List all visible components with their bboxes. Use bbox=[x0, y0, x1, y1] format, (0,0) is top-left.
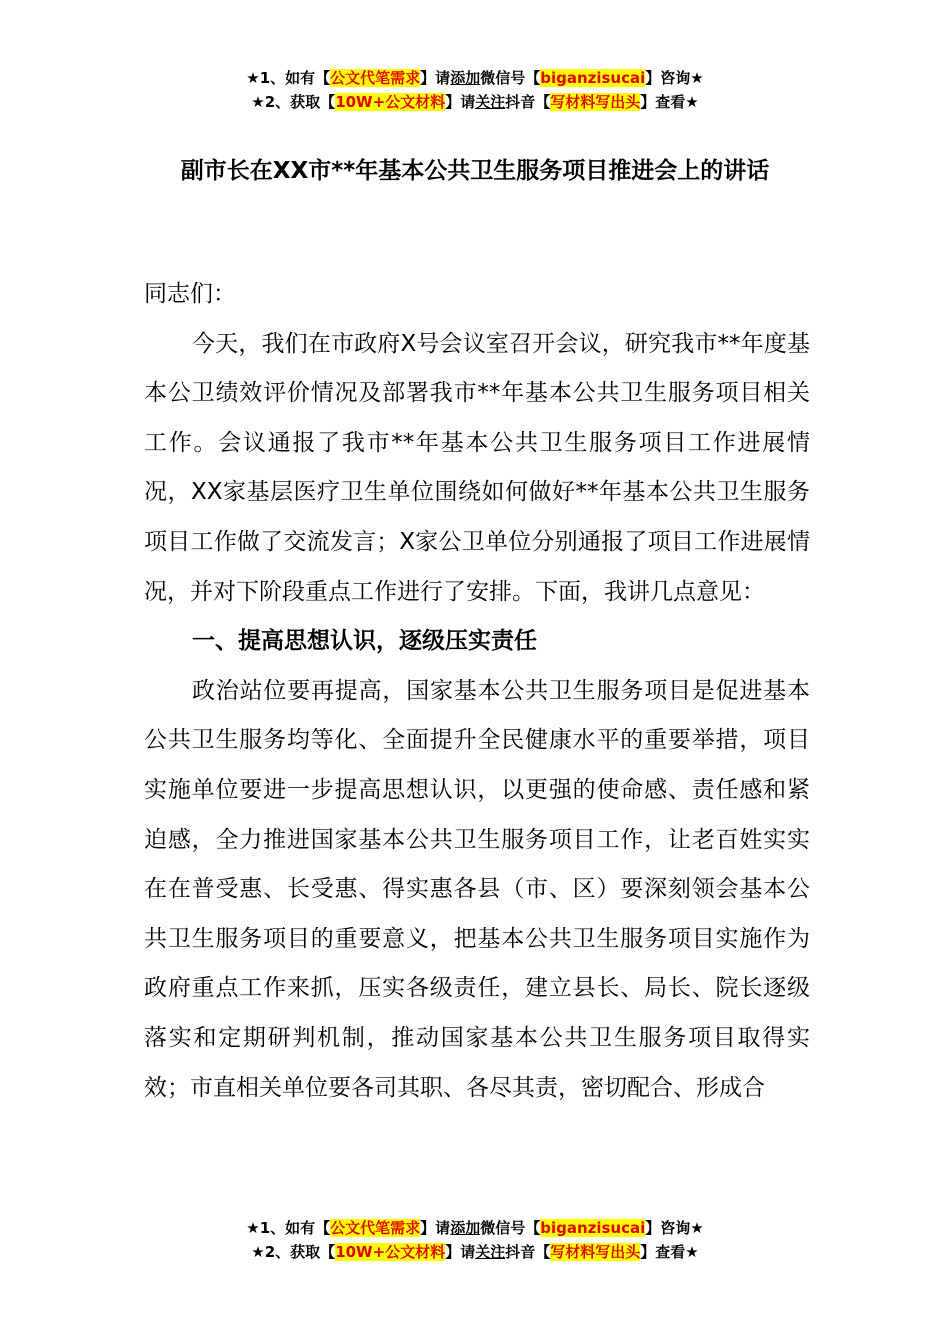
header-ad-banner bbox=[0, 66, 950, 114]
ad-text: ★1、如有【 bbox=[246, 69, 331, 87]
ad-line-2 bbox=[0, 1240, 950, 1264]
ad-highlight: 公文代笔需求 bbox=[330, 1219, 421, 1237]
ad-text: ★2、获取【 bbox=[251, 93, 336, 111]
document-body bbox=[144, 270, 810, 1113]
ad-text: 】请 bbox=[420, 1219, 451, 1237]
ad-highlight: 写材料写出头 bbox=[550, 93, 641, 111]
ad-highlight: 10W+公文材料 bbox=[335, 93, 446, 111]
paragraph: 政治站位要再提高，国家基本公共卫生服务项目是促进基本公共卫生服务均等化、全面提升全民健康水平的重要举措，项目实施单位要进一步提高思想认识，以更强的使命感、责任感和紧迫感，全力推进国家基本公共卫生服务项目工作，让老百姓实实在在普受惠、长受惠、得实惠各县（市、区）要深刻领会基本公共卫生服务项目的重要意义，把基本公共卫生服务项目实施作为政府重点工作来抓，压实各级责任，建立县长、局长、院长逐级落实和定期研判机制，推动国家基本公共卫生服务项目取得实效；市直相关单位要各司其职、各尽其责，密切配合、形成合 bbox=[144, 677, 810, 1101]
document-title: 副市长在XX市**年基本公共卫生服务项目推进会上的讲话 bbox=[180, 158, 770, 184]
ad-text: ★2、获取【 bbox=[251, 1243, 336, 1261]
ad-highlight: 公文代笔需求 bbox=[330, 69, 421, 87]
ad-text: 】咨询★ bbox=[645, 69, 704, 87]
ad-text: 抖音【 bbox=[505, 1243, 551, 1261]
ad-text: 】请 bbox=[445, 1243, 476, 1261]
ad-text: 微信号【 bbox=[480, 1219, 541, 1237]
ad-highlight: 写材料写出头 bbox=[550, 1243, 641, 1261]
ad-text: 】请 bbox=[420, 69, 451, 87]
ad-text: 微信号【 bbox=[480, 69, 541, 87]
ad-text: 】咨询★ bbox=[645, 1219, 704, 1237]
ad-highlight: 10W+公文材料 bbox=[335, 1243, 446, 1261]
ad-underlined-text: 添加 bbox=[450, 69, 481, 87]
ad-text: 】请 bbox=[445, 93, 476, 111]
ad-text: 】查看★ bbox=[640, 93, 699, 111]
ad-underlined-text: 关注 bbox=[475, 93, 506, 111]
salutation: 同志们： bbox=[144, 281, 236, 307]
ad-text: 】查看★ bbox=[640, 1243, 699, 1261]
ad-line-1 bbox=[0, 1216, 950, 1240]
paragraph: 今天，我们在市政府X号会议室召开会议，研究我市**年度基本公卫绩效评价情况及部署我市**年基本公共卫生服务项目相关工作。会议通报了我市**年基本公共卫生服务项目工作进展情况，XX家基层医疗卫生单位围绕如何做好**年基本公共卫生服务项目工作做了交流发言；X家公卫单位分别通报了项目工作进展情况，并对下阶段重点工作进行了安排。下面，我讲几点意见： bbox=[144, 330, 810, 605]
ad-underlined-text: 关注 bbox=[475, 1243, 506, 1261]
ad-underlined-text: 添加 bbox=[450, 1219, 481, 1237]
section-heading: 一、提高思想认识，逐级压实责任 bbox=[192, 628, 537, 655]
ad-line-2 bbox=[0, 90, 950, 114]
ad-text: 抖音【 bbox=[505, 93, 551, 111]
ad-highlight: biganzisucai bbox=[540, 69, 646, 87]
ad-highlight: biganzisucai bbox=[540, 1219, 646, 1237]
footer-ad-banner bbox=[0, 1216, 950, 1264]
ad-line-1 bbox=[0, 66, 950, 90]
ad-text: ★1、如有【 bbox=[246, 1219, 331, 1237]
